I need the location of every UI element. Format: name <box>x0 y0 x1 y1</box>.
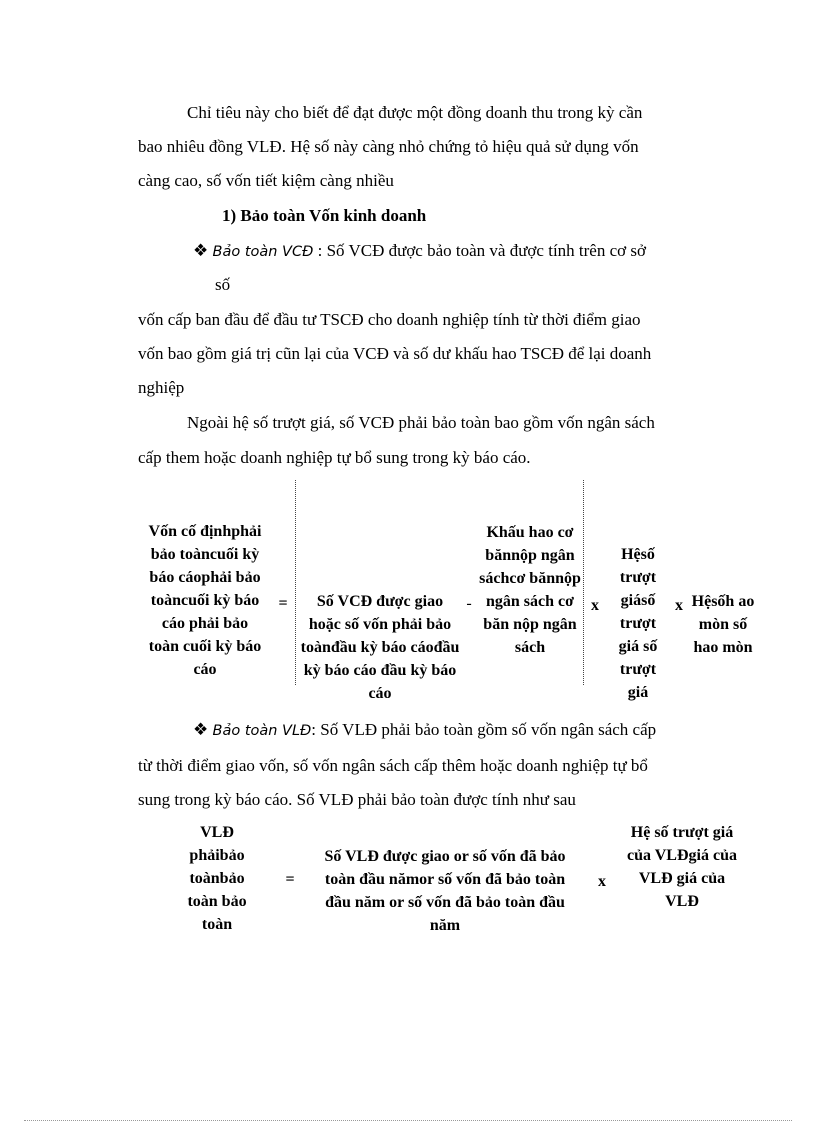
formula1-col2: Số VCĐ được giao hoặc số vốn phải bảo toànđầu kỳ báo cáođầu kỳ báo cáo đầu kỳ báo cáo <box>300 593 460 702</box>
page-bottom-border <box>24 1120 792 1121</box>
formula2-col3: Hệ số trượt giá của VLĐgiá của VLĐ giá của VLĐ <box>627 824 737 910</box>
formula1-col5: Hệsốh ao mòn số hao mòn <box>691 593 755 656</box>
diamond-bullet-icon: ❖ <box>193 720 209 739</box>
diamond-bullet-icon: ❖ <box>193 241 209 260</box>
bullet-vcd <box>193 234 646 269</box>
bullet-vld <box>193 713 656 748</box>
paragraph1-line1: Chỉ tiêu này cho biết để đạt được một đồng doanh thu trong kỳ cần <box>187 103 643 122</box>
paragraph1-line3: càng cao, số vốn tiết kiệm càng nhiều <box>138 171 394 190</box>
bullet-vld-line3: sung trong kỳ báo cáo. Số VLĐ phải bảo toàn được tính như sau <box>138 790 576 809</box>
formula1-divider-left <box>295 480 296 685</box>
paragraph3-line2: cấp them hoặc doanh nghiệp tự bổ sung trong kỳ báo cáo. <box>138 448 531 467</box>
formula1-col4: Hệsố trượt giásố trượt giá số trượt giá <box>618 546 658 701</box>
formula2-col2: Số VLĐ được giao or số vốn đã bảo toàn đầu nămor số vốn đã bảo toàn đầu năm or số vốn đã bảo toàn đầu năm <box>324 848 566 934</box>
paragraph2-line1: vốn cấp ban đầu để đầu tư TSCĐ cho doanh nghiệp tính từ thời điểm giao <box>138 310 641 329</box>
formula1-col3: Khấu hao cơ bănnộp ngân sáchcơ bănnộp ngân sách cơ băn nộp ngân sách <box>479 524 581 656</box>
bullet-vld-text: : Số VLĐ phải bảo toàn gồm số vốn ngân sách cấp <box>311 720 657 739</box>
formula1-equals: = <box>278 595 288 612</box>
bullet-vld-line2: từ thời điểm giao vốn, số vốn ngân sách cấp thêm hoặc doanh nghiệp tự bổ <box>138 756 648 775</box>
formula2-times: x <box>598 873 606 890</box>
paragraph1-line2: bao nhiêu đồng VLĐ. Hệ số này càng nhỏ chứng tỏ hiệu quả sử dụng vốn <box>138 137 639 156</box>
formula1-times2: x <box>675 597 683 614</box>
formula1-col1: Vốn cố địnhphải bảo toàncuối kỳ báo cáophải bảo toàncuối kỳ báo cáo phải bảo toàn cuối kỳ báo cáo <box>148 523 262 678</box>
formula2-equals: = <box>285 871 295 888</box>
section-heading: 1) Bảo toàn Vốn kinh doanh <box>222 206 427 225</box>
paragraph3-line1: Ngoài hệ số trượt giá, số VCĐ phải bảo toàn bao gồm vốn ngân sách <box>187 413 655 432</box>
bullet-vcd-title: Bảo toàn VCĐ <box>212 244 314 260</box>
paragraph2-line3: nghiệp <box>138 378 185 397</box>
formula2-col1: VLĐ phảibảo toànbảo toàn bảo toàn <box>187 824 247 933</box>
paragraph2-line2: vốn bao gồm giá trị cũn lại của VCĐ và số dư khấu hao TSCĐ để lại doanh <box>138 344 652 363</box>
formula1-times1: x <box>591 597 599 614</box>
bullet-vcd-text: : Số VCĐ được bảo toàn và được tính trên cơ sở <box>313 241 646 260</box>
bullet-vcd-line2: số <box>215 275 231 294</box>
bullet-vld-title: Bảo toàn VLĐ <box>212 723 312 739</box>
formula1-minus: - <box>466 595 472 612</box>
